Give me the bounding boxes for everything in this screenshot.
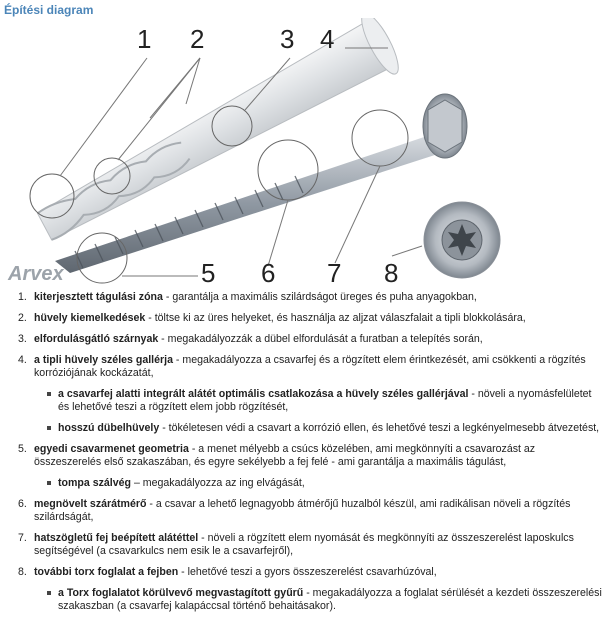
bullet-icon bbox=[47, 481, 51, 485]
list-item: 1. kiterjesztett tágulási zóna - garantálja a maximális szilárdságot üreges és puha anyagokban, bbox=[18, 291, 477, 303]
callout-5: 5 bbox=[201, 258, 216, 288]
sub-list-item: tompa szálvég – megakadályozza az ing elvágását, bbox=[18, 477, 602, 490]
list-item: 2. hüvely kiemelkedések - töltse ki az üres helyeket, és használja az aljzat válaszfalait a tipli blokkolására, bbox=[18, 312, 526, 324]
sub-list-item: a csavarfej alatti integrált alátét optimális csatlakozása a hüvely széles gallérjával - növeli a nyomásfelületet és lehetővé teszi a rögzített elem jobb rögzítését, bbox=[18, 388, 602, 414]
torx-head-detail bbox=[424, 202, 500, 278]
feature-list bbox=[18, 291, 602, 621]
callout-1: 1 bbox=[137, 24, 152, 54]
callout-7: 7 bbox=[327, 258, 342, 288]
bullet-icon bbox=[47, 426, 51, 430]
list-item: 4. a tipli hüvely széles gallérja - megakadályozza a csavarfej és a rögzített elem érintkezését, ami csökkenti a rögzítés korróziójának kockázatát, bbox=[18, 354, 586, 379]
list-item: 6. megnövelt szárátmérő - a csavar a lehető legnagyobb átmérőjű huzalból készül, ami radikálisan növeli a rögzítés szilárdságát, bbox=[18, 498, 571, 523]
page-title: Építési diagram bbox=[4, 3, 94, 17]
sub-list-item: hosszú dübelhüvely - tökéletesen védi a csavart a korrózió ellen, és lehetővé teszi a legkényelmesebb átvezetést, bbox=[18, 422, 602, 435]
callout-3: 3 bbox=[280, 24, 295, 54]
arvex-logo: Arvex bbox=[8, 263, 64, 285]
callout-8: 8 bbox=[384, 258, 399, 288]
callout-6: 6 bbox=[261, 258, 276, 288]
bullet-icon bbox=[47, 392, 51, 396]
callout-4: 4 bbox=[320, 24, 335, 54]
bullet-icon bbox=[47, 591, 51, 595]
list-item: 5. egyedi csavarmenet geometria - a menet mélyebb a csúcs közelében, ami megkönnyíti a csavarozást az összeszerelés első szakaszában, és egyre sekélyebb a fej felé - ami garantálja a maximális tágulást, bbox=[18, 443, 536, 468]
sub-list-item: a Torx foglalatot körülvevő megvastagított gyűrű - megakadályozza a foglalat sérülését a kezdeti összeszerelési szakaszban (a csavarfej kalapáccsal történő behaitásakor). bbox=[18, 587, 602, 613]
callout-2: 2 bbox=[190, 24, 205, 54]
construction-diagram bbox=[0, 18, 605, 288]
list-item: 7. hatszögletű fej beépített alátéttel - növeli a rögzített elem nyomását és megkönnyíti az összeszerelést laposkulcs segítségével (a csavarkulcs nem esik le a csavarfejről), bbox=[18, 532, 574, 557]
list-item: 3. elfordulásgátló szárnyak - megakadályozzák a dübel elfordulását a furatban a telepítés során, bbox=[18, 333, 483, 345]
list-item: 8. további torx foglalat a fejben - lehetővé teszi a gyors összeszerelést csavarhúzóval, bbox=[18, 566, 437, 578]
